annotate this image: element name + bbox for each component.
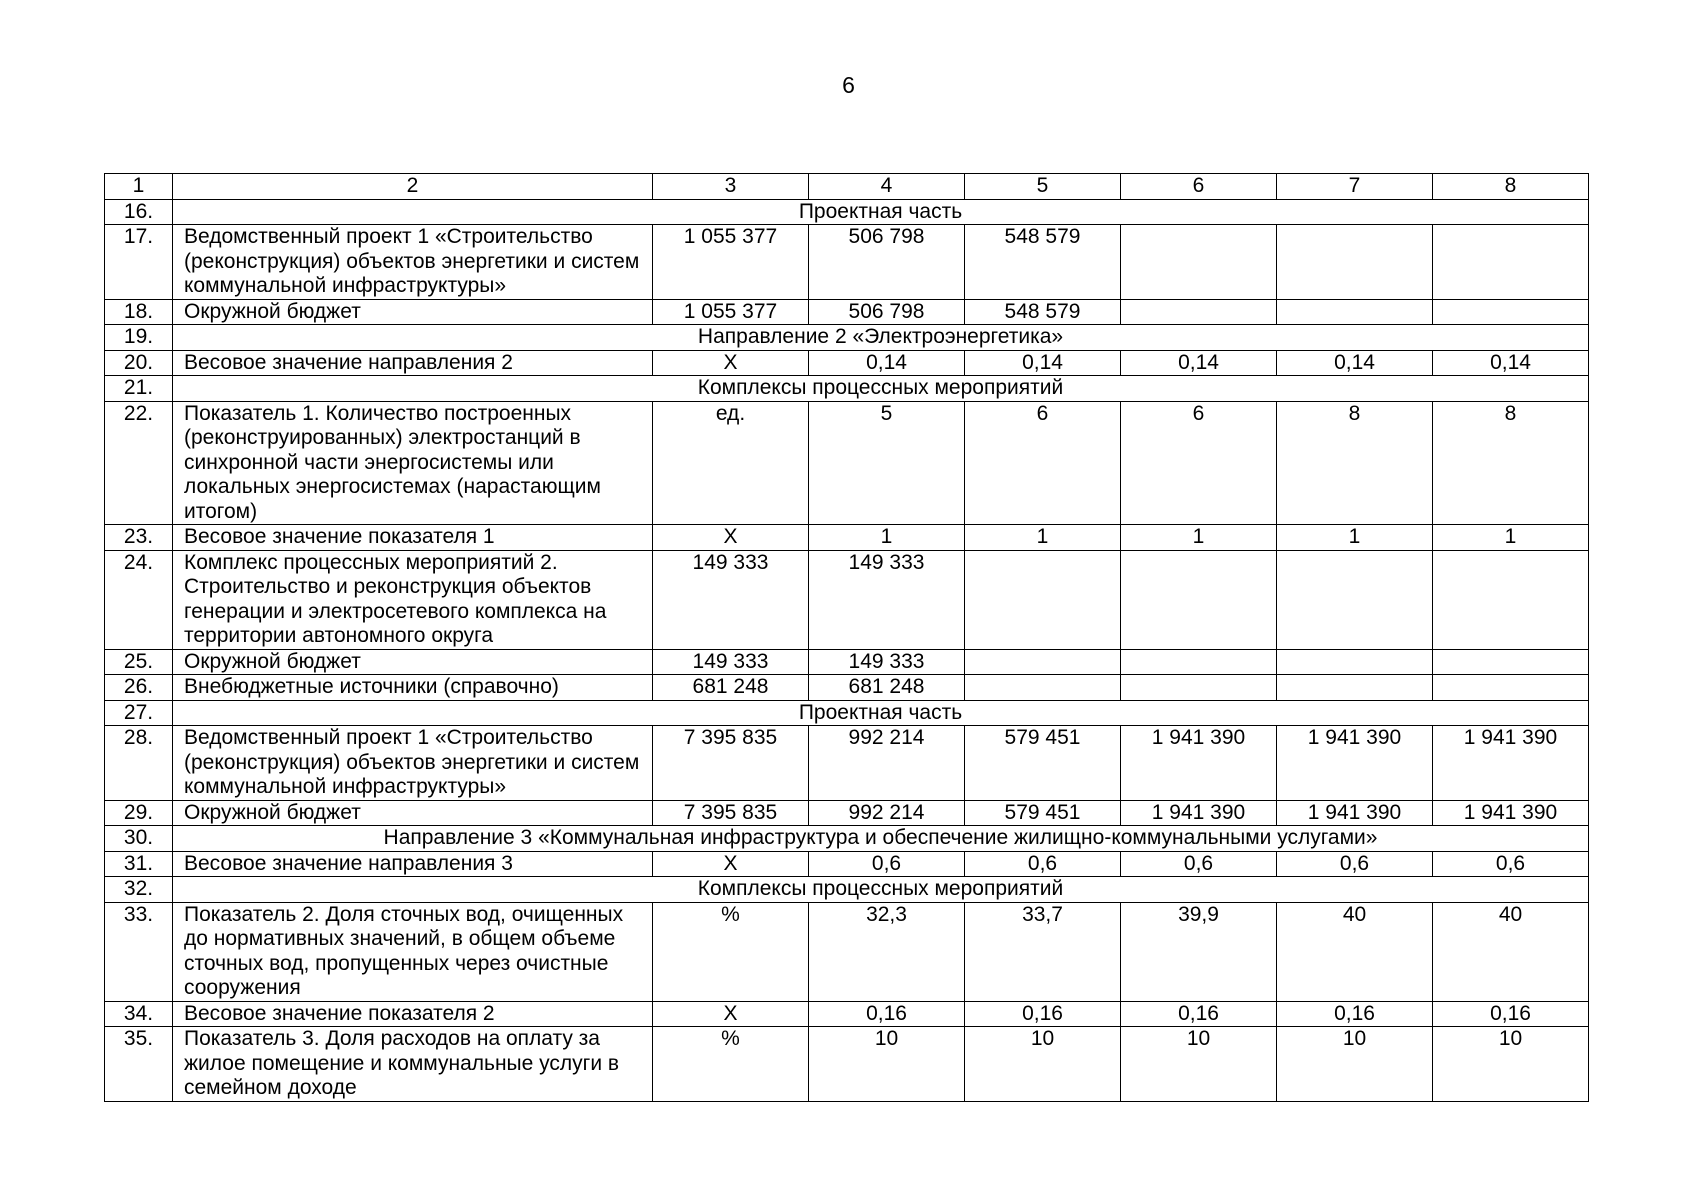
row-number: 24. [105,550,173,649]
value-cell: 6 [1121,401,1277,525]
value-cell: 0,14 [809,350,965,376]
row-label: Внебюджетные источники (справочно) [173,675,653,701]
table-row [105,299,1589,325]
value-cell: 1 055 377 [653,225,809,300]
value-cell: 992 214 [809,726,965,801]
row-number: 34. [105,1001,173,1027]
row-label: Весовое значение показателя 2 [173,1001,653,1027]
value-cell [1433,675,1589,701]
row-number: 29. [105,800,173,826]
table-header-row [105,174,1589,200]
value-cell: 506 798 [809,225,965,300]
table-row [105,851,1589,877]
table-row [105,726,1589,801]
section-title: Направление 2 «Электроэнергетика» [173,325,1589,351]
value-cell: 1 941 390 [1121,726,1277,801]
value-cell: 32,3 [809,902,965,1001]
value-cell [1121,299,1277,325]
value-cell [1277,225,1433,300]
row-number: 33. [105,902,173,1001]
value-cell: 992 214 [809,800,965,826]
section-row [105,325,1589,351]
row-number: 30. [105,826,173,852]
header-cell: 7 [1277,174,1433,200]
row-label: Комплекс процессных мероприятий 2. Строительство и реконструкция объектов генерации и электросетевого комплекса на территории автономного округа [173,550,653,649]
header-cell: 1 [105,174,173,200]
value-cell: 10 [1121,1027,1277,1102]
value-cell: 0,16 [965,1001,1121,1027]
table-row [105,225,1589,300]
row-label: Окружной бюджет [173,299,653,325]
row-number: 35. [105,1027,173,1102]
value-cell: 149 333 [809,550,965,649]
section-title: Комплексы процессных мероприятий [173,877,1589,903]
row-number: 17. [105,225,173,300]
value-cell [1433,299,1589,325]
value-cell: 1 941 390 [1433,800,1589,826]
value-cell: 10 [965,1027,1121,1102]
value-cell: ед. [653,401,809,525]
table-row [105,401,1589,525]
value-cell: Х [653,851,809,877]
table-row [105,1027,1589,1102]
value-cell: 8 [1277,401,1433,525]
row-label: Весовое значение направления 2 [173,350,653,376]
value-cell: % [653,1027,809,1102]
value-cell: 1 941 390 [1277,726,1433,801]
row-number: 25. [105,649,173,675]
value-cell: 0,6 [965,851,1121,877]
row-label: Ведомственный проект 1 «Строительство (реконструкция) объектов энергетики и систем коммунальной инфраструктуры» [173,726,653,801]
table-row [105,1001,1589,1027]
row-number: 22. [105,401,173,525]
row-number: 31. [105,851,173,877]
value-cell [1277,299,1433,325]
value-cell: 0,14 [1433,350,1589,376]
value-cell: 1 941 390 [1277,800,1433,826]
value-cell: 0,16 [1121,1001,1277,1027]
header-cell: 4 [809,174,965,200]
value-cell: 0,16 [1433,1001,1589,1027]
section-title: Проектная часть [173,199,1589,225]
value-cell: 1 055 377 [653,299,809,325]
row-number: 21. [105,376,173,402]
row-number: 28. [105,726,173,801]
value-cell: 10 [1433,1027,1589,1102]
value-cell [965,675,1121,701]
value-cell: 579 451 [965,800,1121,826]
value-cell [965,649,1121,675]
section-row [105,199,1589,225]
value-cell: 1 [1433,525,1589,551]
page-number: 6 [842,72,855,98]
header-cell: 8 [1433,174,1589,200]
value-cell [1121,225,1277,300]
value-cell: 548 579 [965,299,1121,325]
table-row [105,902,1589,1001]
row-number: 26. [105,675,173,701]
section-title: Направление 3 «Коммунальная инфраструктура и обеспечение жилищно-коммунальными услугами» [173,826,1589,852]
value-cell [1433,550,1589,649]
row-number: 32. [105,877,173,903]
section-title: Комплексы процессных мероприятий [173,376,1589,402]
value-cell: Х [653,525,809,551]
header-cell: 5 [965,174,1121,200]
table-body [105,174,1589,1102]
header-cell: 2 [173,174,653,200]
value-cell: 681 248 [653,675,809,701]
value-cell: 1 [809,525,965,551]
value-cell: 1 [965,525,1121,551]
value-cell: 0,16 [1277,1001,1433,1027]
value-cell: 0,6 [1277,851,1433,877]
value-cell: 0,14 [1121,350,1277,376]
value-cell: 0,16 [809,1001,965,1027]
value-cell: 39,9 [1121,902,1277,1001]
value-cell: 0,6 [1121,851,1277,877]
row-number: 27. [105,700,173,726]
row-label: Окружной бюджет [173,800,653,826]
table-row [105,525,1589,551]
row-label: Окружной бюджет [173,649,653,675]
value-cell: 6 [965,401,1121,525]
value-cell: 40 [1277,902,1433,1001]
header-cell: 3 [653,174,809,200]
value-cell: 40 [1433,902,1589,1001]
table-row [105,649,1589,675]
value-cell: 149 333 [653,649,809,675]
value-cell [1121,649,1277,675]
value-cell: 1 [1121,525,1277,551]
table-row [105,350,1589,376]
section-row [105,376,1589,402]
value-cell: 506 798 [809,299,965,325]
value-cell [1121,550,1277,649]
row-number: 23. [105,525,173,551]
value-cell: 681 248 [809,675,965,701]
value-cell: 579 451 [965,726,1121,801]
row-label: Ведомственный проект 1 «Строительство (реконструкция) объектов энергетики и систем коммунальной инфраструктуры» [173,225,653,300]
value-cell: 0,6 [809,851,965,877]
table-row [105,675,1589,701]
value-cell [1277,649,1433,675]
value-cell: Х [653,1001,809,1027]
value-cell [1277,550,1433,649]
row-number: 19. [105,325,173,351]
header-cell: 6 [1121,174,1277,200]
section-title: Проектная часть [173,700,1589,726]
row-number: 18. [105,299,173,325]
value-cell: 0,6 [1433,851,1589,877]
row-number: 20. [105,350,173,376]
value-cell [1433,649,1589,675]
value-cell [1277,675,1433,701]
value-cell [965,550,1121,649]
value-cell: 149 333 [653,550,809,649]
value-cell: 548 579 [965,225,1121,300]
row-label: Весовое значение показателя 1 [173,525,653,551]
value-cell [1121,675,1277,701]
value-cell: 33,7 [965,902,1121,1001]
value-cell: 7 395 835 [653,726,809,801]
value-cell: 10 [1277,1027,1433,1102]
budget-table [104,173,1589,1102]
value-cell: 149 333 [809,649,965,675]
table-row [105,550,1589,649]
row-label: Показатель 2. Доля сточных вод, очищенных до нормативных значений, в общем объеме сточных вод, пропущенных через очистные сооружения [173,902,653,1001]
value-cell: 5 [809,401,965,525]
row-label: Весовое значение направления 3 [173,851,653,877]
row-label: Показатель 3. Доля расходов на оплату за жилое помещение и коммунальные услуги в семейном доходе [173,1027,653,1102]
value-cell: 10 [809,1027,965,1102]
value-cell: 1 941 390 [1121,800,1277,826]
table-row [105,800,1589,826]
value-cell: 7 395 835 [653,800,809,826]
section-row [105,826,1589,852]
value-cell: % [653,902,809,1001]
value-cell: 0,14 [1277,350,1433,376]
value-cell [1433,225,1589,300]
row-number: 16. [105,199,173,225]
section-row [105,700,1589,726]
value-cell: 1 [1277,525,1433,551]
value-cell: 1 941 390 [1433,726,1589,801]
row-label: Показатель 1. Количество построенных (реконструированных) электростанций в синхронной части энергосистемы или локальных энергосистемах (нарастающим итогом) [173,401,653,525]
value-cell: 0,14 [965,350,1121,376]
value-cell: Х [653,350,809,376]
value-cell: 8 [1433,401,1589,525]
section-row [105,877,1589,903]
